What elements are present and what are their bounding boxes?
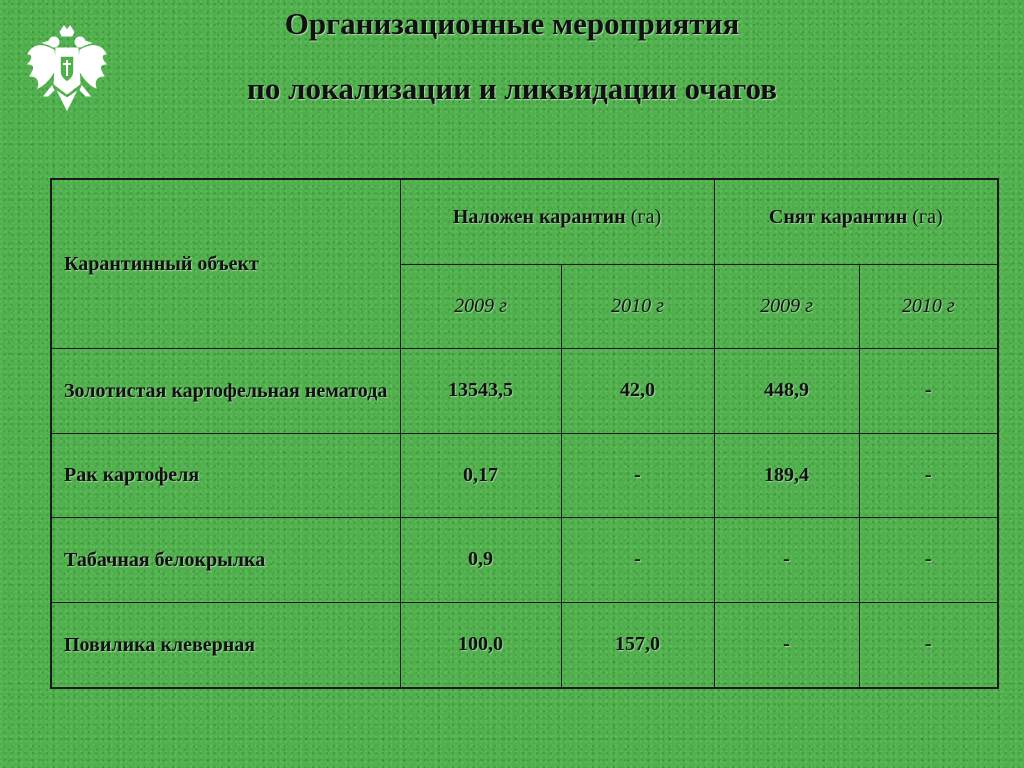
header-group-lifted-unit: (га)	[912, 206, 943, 228]
quarantine-table	[50, 178, 999, 689]
header-group-imposed	[400, 179, 714, 264]
header-year: 2010 г	[561, 264, 714, 348]
row-name: Рак картофеля	[51, 433, 400, 517]
cell-value: 448,9	[714, 348, 859, 433]
header-group-lifted-label: Снят карантин	[768, 206, 908, 228]
table-header-row	[51, 179, 998, 264]
table-row	[51, 348, 998, 433]
cell-value: 157,0	[561, 602, 714, 688]
cell-value: 0,9	[400, 517, 561, 602]
cell-value: -	[714, 602, 859, 688]
header-group-imposed-label: Наложен карантин	[452, 206, 626, 228]
table-row	[51, 433, 998, 517]
header-year: 2009 г	[400, 264, 561, 348]
cell-value: 13543,5	[400, 348, 561, 433]
cell-value: 0,17	[400, 433, 561, 517]
double-headed-eagle-emblem	[24, 24, 110, 114]
cell-value: -	[859, 517, 998, 602]
table-row	[51, 602, 998, 688]
table-row	[51, 517, 998, 602]
cell-value: -	[859, 602, 998, 688]
cell-value: -	[561, 517, 714, 602]
cell-value: -	[859, 348, 998, 433]
header-year: 2010 г	[859, 264, 998, 348]
row-name: Золотистая картофельная нематода	[51, 348, 400, 433]
cell-value: 100,0	[400, 602, 561, 688]
header-year: 2009 г	[714, 264, 859, 348]
page-title-line-1: Организационные мероприятия	[284, 6, 740, 41]
row-name: Табачная белокрылка	[51, 517, 400, 602]
header-group-imposed-unit: (га)	[630, 206, 662, 228]
header-group-lifted	[714, 179, 998, 264]
row-name: Повилика клеверная	[51, 602, 400, 688]
cell-value: 189,4	[714, 433, 859, 517]
cell-value: 42,0	[561, 348, 714, 433]
page-title-line-2: по локализации и ликвидации очагов	[246, 71, 777, 106]
cell-value: -	[714, 517, 859, 602]
header-object-label: Карантинный объект	[51, 179, 400, 348]
cell-value: -	[859, 433, 998, 517]
cell-value: -	[561, 433, 714, 517]
